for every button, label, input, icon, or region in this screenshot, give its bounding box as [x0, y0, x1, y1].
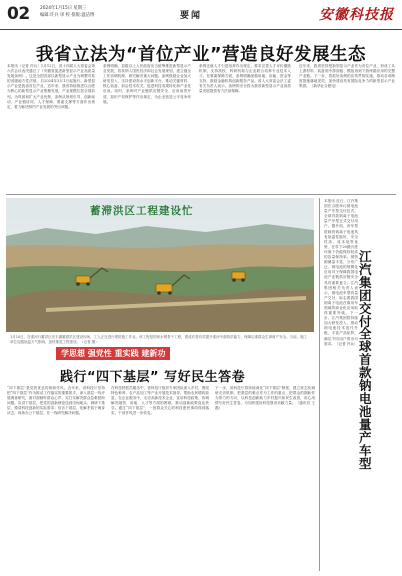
page-header [0, 0, 402, 30]
section-title: 要闻 [180, 11, 203, 21]
construction-site-photo [6, 198, 314, 332]
feature-headline: 践行“四下基层” 写好民生答卷 [60, 370, 246, 385]
lead-article-text: 本报讯（记者 许兵）1月12日，省十四届人大常委会第六次会议表决通过了《安徽省促进新型显示产业高质量发展条例》。这是全国首部以新型显示产业为调整对象的省级地方性法规，自2024年3月1日起施行。新型显示产业是我省首位产业，近年来，我省持续推进以合肥为核心的新型显示产业集聚发展，产业规模位居全国前列。为巩固和扩大产业优势，条例从规划引导、创新驱动、产业链协同、人才保障、要素支撑等方面作出规定，着力解决制约产业发展的突出问题。 [7, 64, 95, 109]
lead-headline: 我省立法为“首位产业”营造良好发展生态 [35, 45, 366, 65]
lead-article-col-3 [199, 64, 291, 192]
lead-article-col-2 [103, 64, 191, 192]
side-story-body: 本报讯 近日，江汽集团在合肥举行钠电池量产车型交付仪式，全球首款钠离子电池量产车型正式交付用户。据介绍，该车型搭载的钠离子电池具有低温性能好、安全性高、成本低等优势，在零下20摄氏度环境下仍能保持较高的容量保持率。钠资源储量丰富、分布广泛，钠电池的规模化应用对于保障我国电池产业链供应链安全具有重要意义。江汽集团相关负责人表示，钠电池车型的量产交付，标志着我国钠离子电池在乘用车领域的商业化应用取得重要突破。下一步，江汽集团将持续加大研发投入，推动钠电池技术迭代升级，丰富产品矩阵，满足不同用户的出行需求。（记者 许兵） [324, 199, 358, 346]
slogan-banner: 学思想 强党性 重实践 建新功 [56, 347, 170, 360]
photo-caption: 1月10日，在淮河行蓄洪区庆丰湖蓄滞洪区建设现场，工人正在进行堤防施工作业。该工程是国家水网骨干工程，建成后将有效提升淮河中游防洪能力，保障沿淮群众生命财产安全。当前，施工单位克服低温天气影响，加快推进工程建设。（记者 摄） [10, 335, 308, 344]
section-divider [6, 194, 396, 195]
lead-article-text: 近年来，我省坚持把新型显示产业作为首位产业，形成了从上游材料、装备到中游面板、模组再到下游终端应用的完整产业链。下一步，将抓好条例的宣传贯彻实施，推动各项制度措施落地见效，加快建设具有国际竞争力的新型显示产业集群。（新华社合肥电） [299, 64, 395, 89]
column-divider [319, 198, 320, 571]
issue-meta [40, 6, 94, 19]
photo-title: 蓄滞洪区工程建设忙 [90, 205, 194, 217]
newspaper-logo: 安徽科技报 [319, 7, 394, 23]
lead-article-text: 条例还就人才引进培养作出规定，要求完善人才评价激励机制，支持高校、科研机构与企业联合培养专业技术人才。在要素保障方面，条例明确加强用地、用能、资金等支持，鼓励金融机构创新服务产品。省人大常委会法工委有关负责人表示，条例的出台将为我省新型显示产业高质量发展提供有力法治保障。 [199, 64, 291, 94]
issue-date: 2024年1月15日 星期三 [40, 6, 87, 11]
feature-text: “四下基层”是党的优良传统和作风。近年来，省科技厅坚持把“四下基层”作为推动工作落实的重要抓手，深入基层一线开展调查研究，面对面倾听群众心声，实打实解决群众急难愁盼问题。宣讲下基层，把党的创新理论送到田间地头；调研下基层，摸清科技创新的实际需求；信访下基层，化解矛盾于萌芽状态；现场办公下基层，在一线研究解决问题。 [7, 386, 105, 416]
lead-article-col-1 [7, 64, 95, 192]
feature-col-3 [215, 386, 315, 572]
side-story-title: 江汽集团交付全球首款钠电池量产车型 [359, 249, 372, 471]
lead-article-text: 条例明确，县级以上人民政府应当统筹推进新型显示产业发展，将其纳入国民经济和社会发展规划，建立健全工作协调机制，研究解决重大问题。条例鼓励企业加大研发投入，支持建设高水平创新平台，推动关键材料、核心装备、前沿技术攻关，促进科技成果转化和产业化应用。同时，条例对产业链供应链安全、应用场景开放、知识产权保护等作出规定，为企业营造公平竞争环境。 [103, 64, 191, 104]
feature-text: 下一步，省科技厅将持续深化“四下基层”制度，建立常态化调研走访机制，把基层的难点作为工作的重点，把群众的期盼作为努力的方向，以科技创新助力乡村振兴和民生改善，用心用情写好民生答卷，为加快建设科技强省贡献力量。（通讯员 王磊） [215, 386, 315, 411]
editors-line: 编辑:许兵 审 校 排版:温洁博 [40, 12, 95, 18]
news-photo [6, 198, 314, 332]
lead-article-col-4 [299, 64, 395, 192]
feature-col-2 [111, 386, 209, 572]
page-number: 02 [7, 4, 30, 24]
feature-col-1 [7, 386, 105, 572]
feature-text: 在科技特派员服务中，省科技厅组织专家团队深入乡村，围绕特色种养、农产品加工等产业开展技术指导，帮助农民增收致富。在企业服务中，走访高新技术企业，宣讲科技政策，协调解决融资、用地、人才等方面的困难，推动创新政策直达快享。通过“四下基层”，一批群众关心的科技惠民事项得到落实，干部作风进一步转变。 [111, 386, 209, 416]
